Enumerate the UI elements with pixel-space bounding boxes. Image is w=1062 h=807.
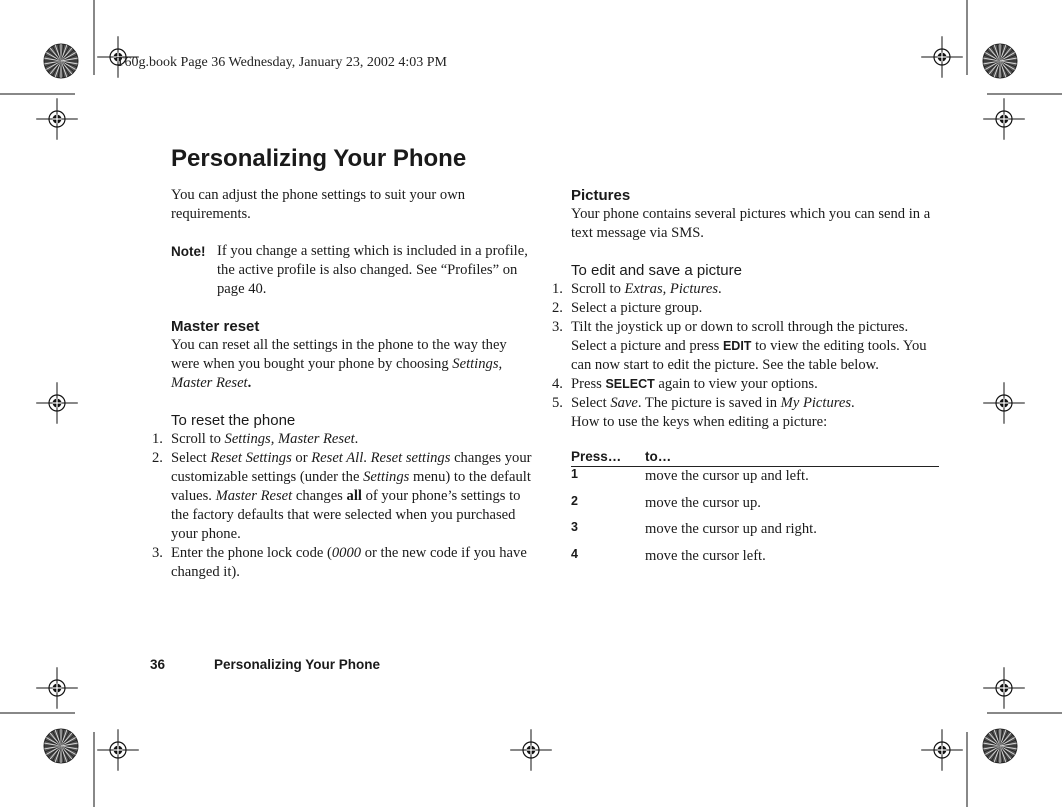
star-target <box>983 44 1017 78</box>
column-header: to… <box>645 449 672 464</box>
table-row <box>571 520 939 547</box>
key-cell: 4 <box>571 546 578 561</box>
pictures-heading: Pictures <box>571 187 631 204</box>
list-item: 5. Select Save. The picture is saved in My Pictures. How to use the keys when editing a picture: <box>552 395 855 430</box>
list-item: 2. Select a picture group. <box>552 300 703 316</box>
action-cell: move the cursor up. <box>645 494 761 511</box>
intro-text: You can adjust the phone settings to suit your own requirements. <box>171 187 466 222</box>
list-item: 4. Press SELECT again to view your options. <box>552 376 818 392</box>
registration-target <box>921 729 963 771</box>
right-column <box>552 186 941 573</box>
list-item: 1. Scroll to Settings, Master Reset. <box>152 431 359 447</box>
note-text: If you change a setting which is included in a profile, the active profile is also changed. See “Profiles” on page 40. <box>217 243 528 297</box>
key-cell: 1 <box>571 467 578 481</box>
key-cell: 2 <box>571 493 578 508</box>
pictures-body: Your phone contains several pictures which you can send in a text message via SMS. <box>571 206 931 241</box>
reset-procedure-heading: To reset the phone <box>171 412 296 429</box>
registration-target <box>510 729 552 771</box>
list-item: 3. Enter the phone lock code (0000 or the new code if you have changed it). <box>152 545 527 580</box>
key-cell: 3 <box>571 520 578 534</box>
registration-target <box>36 382 78 424</box>
edit-procedure-heading: To edit and save a picture <box>571 262 742 279</box>
left-column <box>152 186 536 582</box>
page-number: 36 <box>150 657 166 672</box>
star-target <box>44 729 78 763</box>
page-title: Personalizing Your Phone <box>171 145 467 172</box>
star-target <box>44 44 78 78</box>
table-row <box>571 547 939 574</box>
table-header <box>571 448 939 467</box>
reset-steps <box>152 430 536 582</box>
select-key-label: SELECT <box>605 377 655 391</box>
registration-target <box>983 98 1025 140</box>
book-header: T60g.book Page 36 Wednesday, January 23, 2002 4:03 PM <box>116 55 447 70</box>
action-cell: move the cursor up and right. <box>645 521 817 537</box>
note-box <box>171 242 536 299</box>
registration-target <box>36 98 78 140</box>
menu-path: Settings, Master Reset <box>171 356 503 391</box>
list-item: 1. Scroll to Extras, Pictures. <box>552 281 722 297</box>
edit-key-label: EDIT <box>722 339 752 353</box>
registration-target <box>983 667 1025 709</box>
column-header: Press… <box>571 449 622 464</box>
action-cell: move the cursor up and left. <box>645 468 809 484</box>
edit-steps <box>552 280 941 432</box>
key-table <box>571 448 939 573</box>
star-target <box>983 729 1017 763</box>
master-reset-heading: Master reset <box>171 318 260 335</box>
registration-target <box>97 729 139 771</box>
running-footer: Personalizing Your Phone <box>214 657 381 672</box>
note-label: Note! <box>171 244 206 259</box>
table-row <box>571 494 939 521</box>
list-item: 3. Tilt the joystick up or down to scroll through the pictures. Select a picture and press EDIT to view the editing tools. You can now start to edit the picture. See the table below. <box>552 319 927 373</box>
list-item: 2. Select Reset Settings or Reset All. Reset settings changes your customizable settings (under the Settings menu) to the default values. Master Reset changes all of your phone’s settings to the factory defaults that were selected when you purchased your phone. <box>152 450 532 542</box>
table-row <box>571 467 939 494</box>
registration-target <box>921 36 963 78</box>
master-reset-body: You can reset all the settings in the phone to the way they were when you bought your phone by choosing Settings, Master Reset. <box>171 337 507 391</box>
registration-target <box>983 382 1025 424</box>
registration-target <box>36 667 78 709</box>
action-cell: move the cursor left. <box>645 547 766 564</box>
